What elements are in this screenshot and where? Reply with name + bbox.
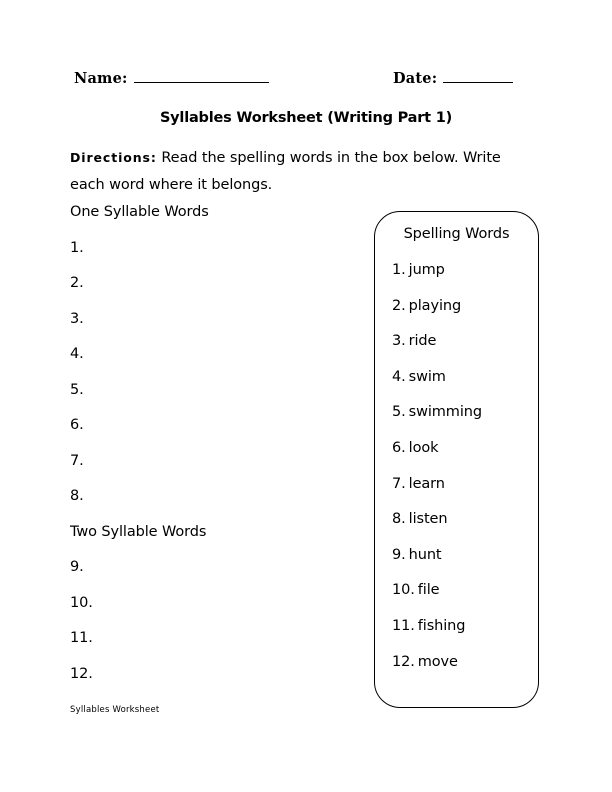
list-item-word: file	[417, 582, 440, 599]
worksheet-header	[0, 68, 612, 94]
list-item	[392, 618, 532, 654]
list-item	[392, 298, 532, 334]
list-item-number: 5.	[392, 404, 406, 421]
list-item	[392, 511, 532, 547]
answer-line[interactable]: 8.	[70, 488, 84, 504]
list-item	[392, 547, 532, 583]
answer-line[interactable]: 7.	[70, 452, 84, 469]
list-item-number: 8.	[392, 511, 406, 528]
directions-label: Directions:	[70, 150, 157, 165]
list-item	[392, 582, 532, 618]
page-title: Syllables Worksheet (Writing Part 1)	[159, 110, 453, 126]
list-item-number: 3.	[392, 333, 406, 350]
list-item-number: 7.	[392, 475, 406, 492]
list-item-word: swimming	[408, 404, 482, 421]
two-syllable-heading: Two Syllable Words	[70, 523, 207, 540]
list-item-number: 1.	[392, 262, 406, 278]
list-item	[392, 333, 532, 369]
answer-column	[70, 204, 340, 701]
list-item-word: fishing	[417, 617, 466, 634]
answer-line[interactable]: 5.	[70, 381, 84, 398]
list-item-word: move	[417, 653, 458, 670]
list-item-word: swim	[408, 368, 446, 385]
list-item	[392, 440, 532, 476]
answer-line[interactable]: 9.	[70, 559, 84, 575]
answer-line[interactable]: 2.	[70, 275, 84, 291]
answer-line[interactable]: 3.	[70, 310, 84, 327]
list-item	[392, 654, 532, 690]
spelling-words-list	[392, 262, 532, 689]
date-label: Date:	[393, 70, 438, 87]
list-item-word: ride	[408, 333, 437, 350]
list-item	[392, 369, 532, 405]
list-item-word: look	[408, 439, 439, 456]
list-item-word: listen	[408, 511, 448, 528]
date-write-line[interactable]	[443, 68, 513, 83]
spelling-words-box	[374, 211, 539, 708]
list-item-number: 10.	[392, 582, 415, 599]
list-item-number: 6.	[392, 439, 406, 456]
list-item-word: hunt	[408, 546, 442, 563]
spelling-words-title: Spelling Words	[403, 226, 510, 242]
name-write-line[interactable]	[134, 68, 269, 83]
answer-line[interactable]: 12.	[70, 665, 93, 682]
answer-line[interactable]: 6.	[70, 417, 84, 433]
list-item-number: 2.	[392, 297, 406, 314]
name-field[interactable]	[74, 68, 269, 87]
answer-line[interactable]: 1.	[70, 239, 84, 256]
directions-text: Read the spelling words in the box below. Write each word where it belongs.	[70, 150, 501, 193]
list-item	[392, 476, 532, 512]
answer-line[interactable]: 4.	[70, 346, 84, 362]
list-item-word: jump	[408, 262, 445, 278]
name-label: Name:	[74, 70, 128, 87]
list-item-number: 4.	[392, 368, 406, 385]
list-item-number: 12.	[392, 653, 415, 670]
list-item	[392, 262, 532, 298]
list-item-word: playing	[408, 297, 462, 314]
page-footer: Syllables Worksheet	[70, 705, 160, 715]
answer-line[interactable]: 10.	[70, 594, 93, 611]
list-item	[392, 404, 532, 440]
date-field[interactable]	[393, 68, 513, 87]
list-item-number: 11.	[392, 617, 415, 634]
list-item-word: learn	[408, 475, 445, 492]
list-item-number: 9.	[392, 546, 406, 563]
directions	[70, 144, 530, 199]
answer-line[interactable]: 11.	[70, 630, 93, 646]
one-syllable-heading: One Syllable Words	[70, 204, 209, 220]
